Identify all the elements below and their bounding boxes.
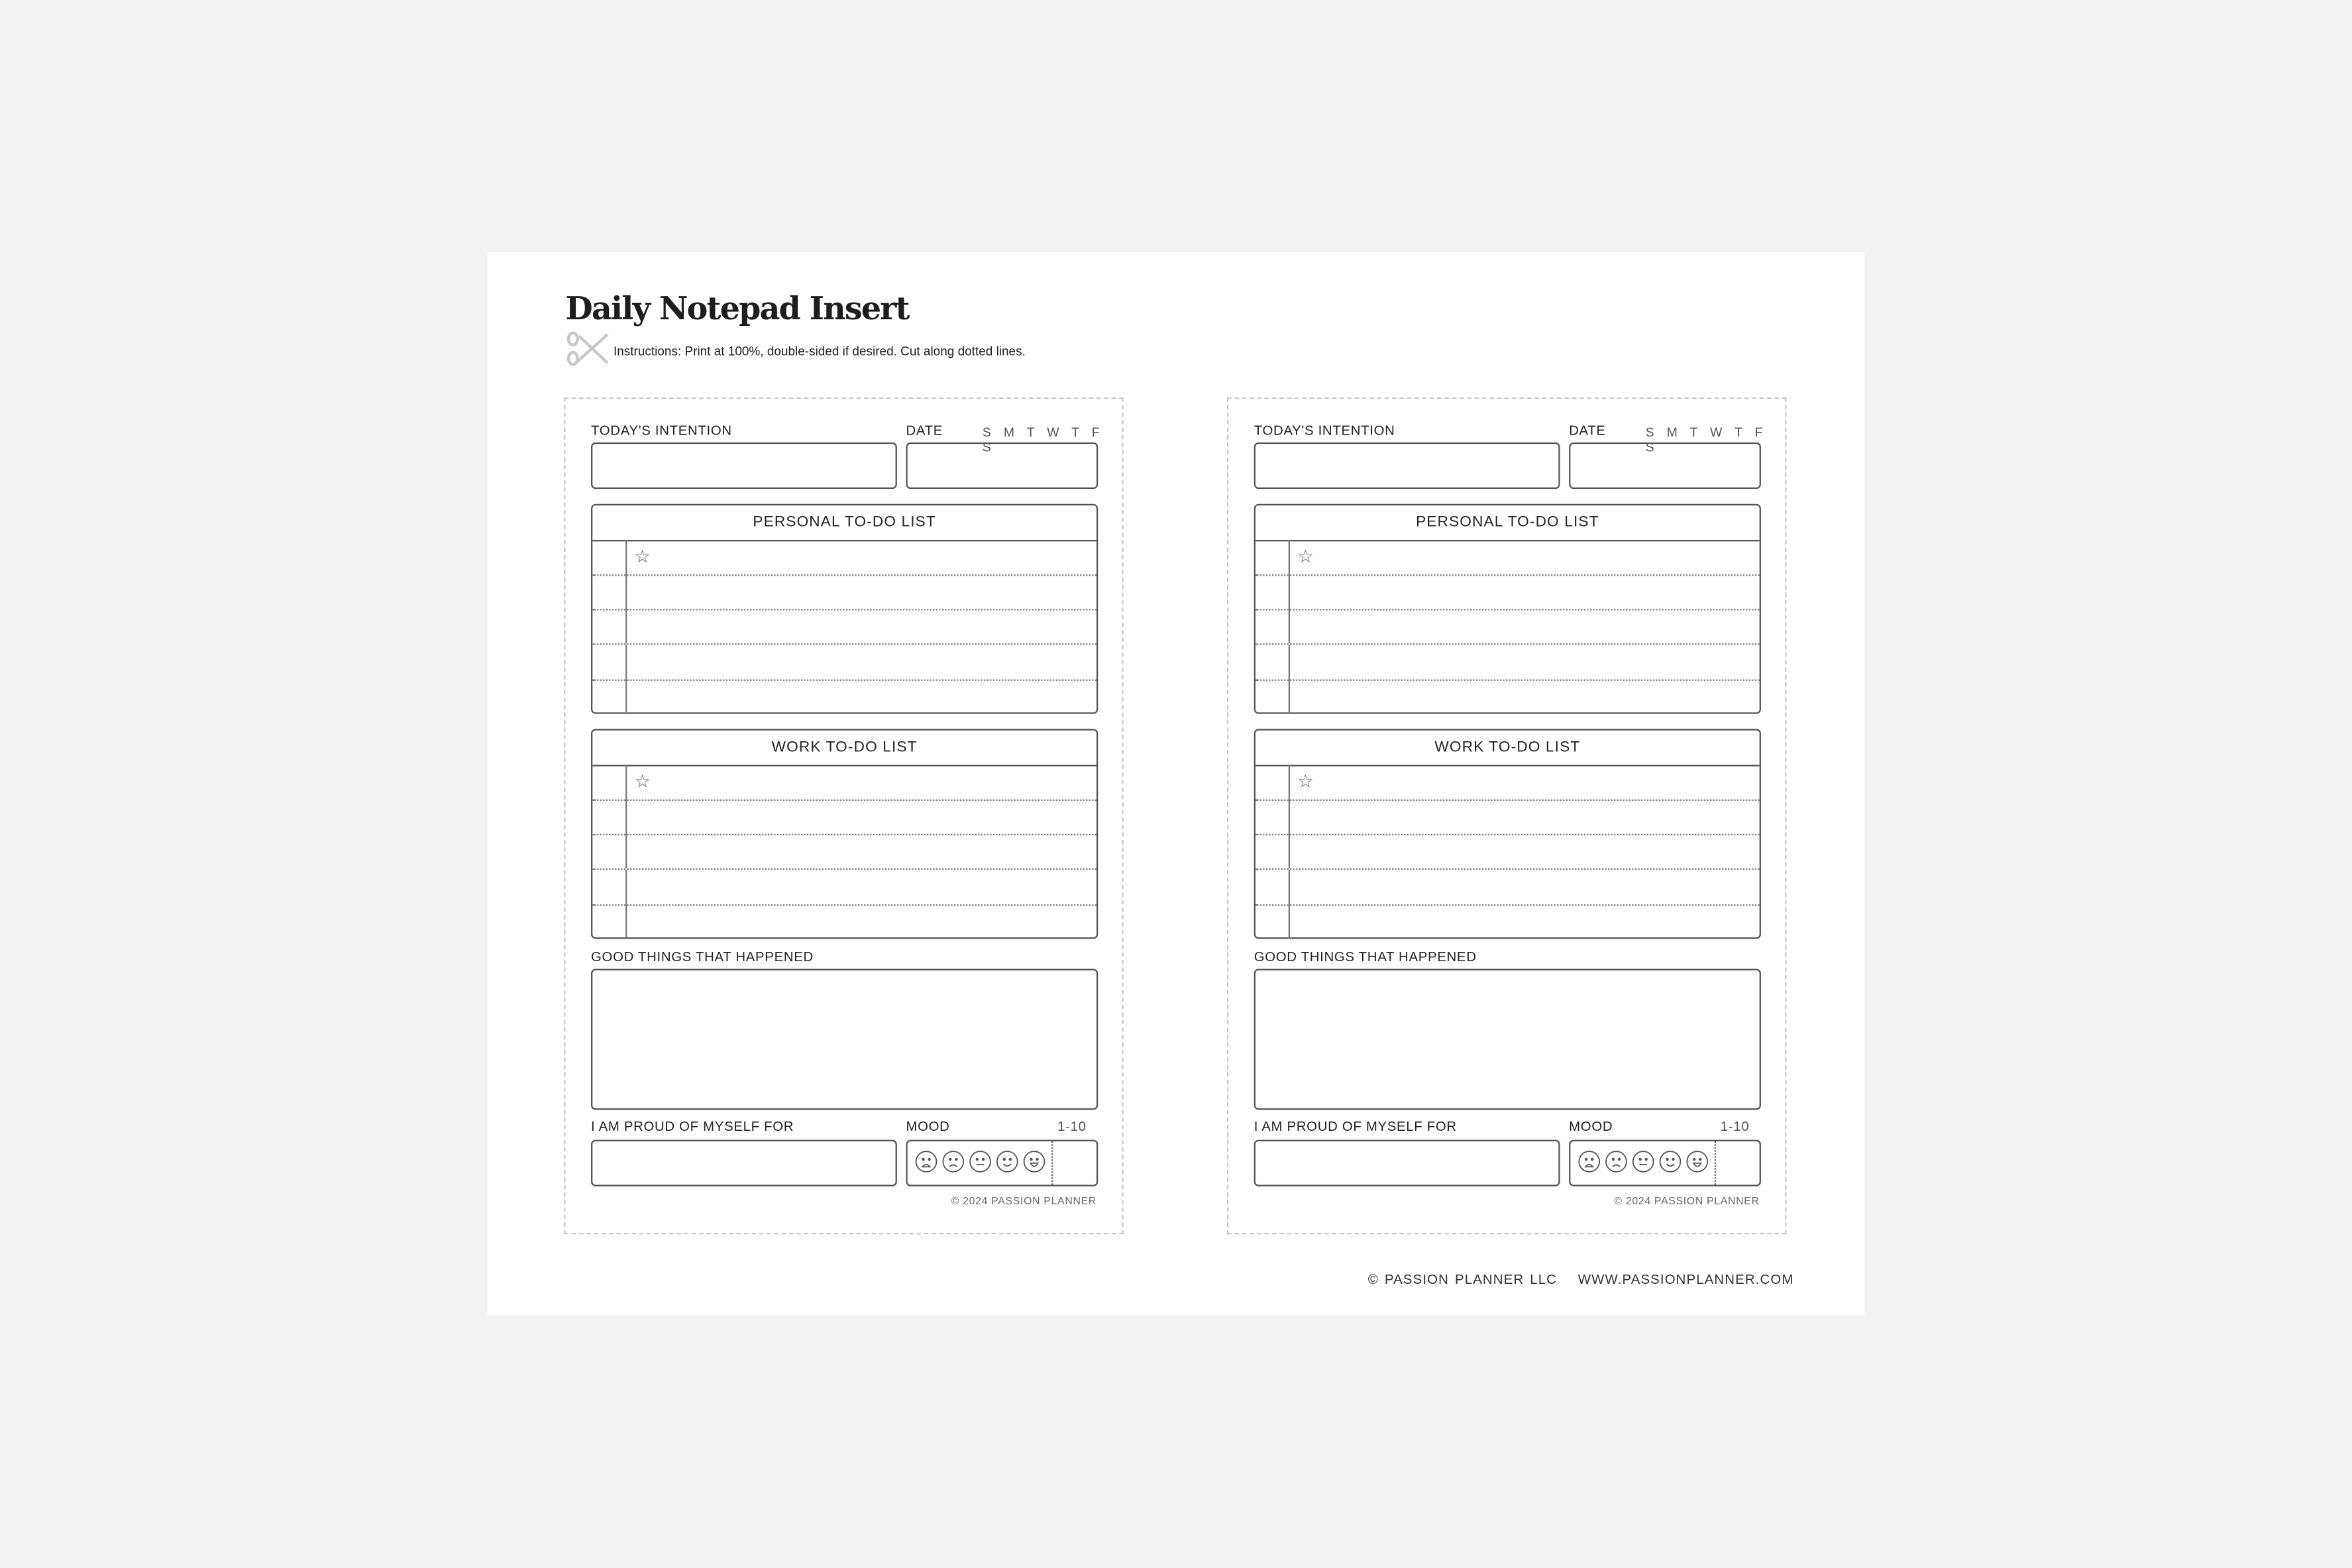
- todo-checkbox[interactable]: [592, 540, 627, 574]
- proud-label: I AM PROUD OF MYSELF FOR: [1254, 1118, 1457, 1134]
- todo-row[interactable]: [592, 904, 1096, 939]
- instructions-text: Instructions: Print at 100%, double-sided if desired. Cut along dotted lines.: [613, 343, 1026, 359]
- mood-smile-face-icon[interactable]: [1659, 1150, 1682, 1173]
- mood-grin-face-icon[interactable]: [1686, 1150, 1709, 1173]
- todo-row[interactable]: [1256, 609, 1760, 645]
- todo-row[interactable]: [1256, 540, 1760, 576]
- mood-score-field[interactable]: [1053, 1141, 1096, 1185]
- todo-row[interactable]: [592, 575, 1096, 611]
- star-icon: ☆: [1297, 770, 1314, 792]
- todo-checkbox[interactable]: [1256, 540, 1290, 574]
- todo-row[interactable]: [592, 765, 1096, 801]
- proud-label: I AM PROUD OF MYSELF FOR: [591, 1118, 794, 1134]
- good-things-field[interactable]: [1254, 969, 1761, 1110]
- good-things-label: GOOD THINGS THAT HAPPENED: [591, 949, 814, 965]
- todo-checkbox[interactable]: [592, 609, 627, 644]
- good-things-field[interactable]: [591, 969, 1098, 1110]
- todo-checkbox[interactable]: [1256, 869, 1290, 904]
- todo-row[interactable]: [1256, 765, 1760, 801]
- weekday-letters[interactable]: S M T W T F S: [982, 424, 1104, 454]
- work-todo-list: [1254, 729, 1761, 939]
- star-icon: ☆: [1297, 546, 1314, 567]
- todo-checkbox[interactable]: [592, 765, 627, 800]
- scissors-icon: [566, 331, 611, 366]
- mood-scale: 1-10: [1720, 1118, 1750, 1134]
- date-field[interactable]: [1569, 443, 1761, 489]
- todo-row[interactable]: [1256, 869, 1760, 905]
- mood-neutral-face-icon[interactable]: [969, 1150, 992, 1173]
- personal-todo-list: [591, 504, 1098, 714]
- todo-checkbox[interactable]: [1256, 835, 1290, 869]
- notepad-page: [564, 397, 1123, 1234]
- todo-row[interactable]: [592, 609, 1096, 645]
- personal-todo-list: [1254, 504, 1761, 714]
- footer: [1368, 1272, 1794, 1287]
- todo-row[interactable]: [592, 835, 1096, 870]
- date-label: DATE: [1569, 423, 1606, 439]
- todo-checkbox[interactable]: [592, 679, 627, 713]
- star-icon: ☆: [634, 546, 651, 567]
- todo-checkbox[interactable]: [592, 575, 627, 609]
- weekday-letters[interactable]: S M T W T F S: [1645, 424, 1768, 454]
- todo-checkbox[interactable]: [592, 645, 627, 679]
- intention-field[interactable]: [591, 443, 897, 489]
- todo-row[interactable]: [592, 869, 1096, 905]
- mood-sad-face-icon[interactable]: [942, 1150, 965, 1173]
- personal-todo-header: PERSONAL TO-DO LIST: [592, 505, 1096, 541]
- date-field[interactable]: [906, 443, 1098, 489]
- mood-field: [1569, 1140, 1761, 1186]
- todo-checkbox[interactable]: [592, 835, 627, 869]
- mood-label: MOOD: [1569, 1118, 1613, 1134]
- page-title: Daily Notepad Insert: [565, 289, 909, 327]
- date-label: DATE: [906, 423, 943, 439]
- intention-label: TODAY'S INTENTION: [591, 423, 732, 439]
- intention-label: TODAY'S INTENTION: [1254, 423, 1395, 439]
- todo-checkbox[interactable]: [1256, 765, 1290, 800]
- work-todo-header: WORK TO-DO LIST: [592, 731, 1096, 766]
- todo-checkbox[interactable]: [1256, 679, 1290, 713]
- todo-row[interactable]: [592, 679, 1096, 713]
- mood-field: [906, 1140, 1098, 1186]
- intention-field[interactable]: [1254, 443, 1560, 489]
- good-things-label: GOOD THINGS THAT HAPPENED: [1254, 949, 1477, 965]
- todo-checkbox[interactable]: [1256, 904, 1290, 939]
- todo-checkbox[interactable]: [1256, 575, 1290, 609]
- footer-copyright: © PASSION PLANNER LLC: [1367, 1271, 1558, 1287]
- todo-row[interactable]: [1256, 800, 1760, 835]
- todo-checkbox[interactable]: [592, 904, 627, 939]
- todo-row[interactable]: [1256, 835, 1760, 870]
- page-copyright: © 2024 PASSION PLANNER: [951, 1196, 1096, 1208]
- mood-crying-face-icon[interactable]: [915, 1150, 937, 1173]
- mood-grin-face-icon[interactable]: [1023, 1150, 1045, 1173]
- page-copyright: © 2024 PASSION PLANNER: [1614, 1196, 1760, 1208]
- personal-todo-header: PERSONAL TO-DO LIST: [1256, 505, 1760, 541]
- mood-sad-face-icon[interactable]: [1605, 1150, 1627, 1173]
- work-todo-list: [591, 729, 1098, 939]
- mood-score-field[interactable]: [1716, 1141, 1760, 1185]
- mood-smile-face-icon[interactable]: [996, 1150, 1018, 1173]
- todo-row[interactable]: [1256, 645, 1760, 680]
- todo-checkbox[interactable]: [1256, 645, 1290, 679]
- todo-row[interactable]: [1256, 679, 1760, 713]
- todo-checkbox[interactable]: [592, 869, 627, 904]
- todo-row[interactable]: [1256, 575, 1760, 611]
- star-icon: ☆: [634, 770, 651, 792]
- mood-scale: 1-10: [1057, 1118, 1087, 1134]
- notepad-page: [1227, 397, 1786, 1234]
- mood-label: MOOD: [906, 1118, 950, 1134]
- todo-checkbox[interactable]: [1256, 800, 1290, 834]
- work-todo-header: WORK TO-DO LIST: [1256, 731, 1760, 766]
- todo-checkbox[interactable]: [1256, 609, 1290, 644]
- mood-neutral-face-icon[interactable]: [1632, 1150, 1654, 1173]
- todo-row[interactable]: [1256, 904, 1760, 939]
- todo-row[interactable]: [592, 800, 1096, 835]
- todo-row[interactable]: [592, 645, 1096, 680]
- mood-crying-face-icon[interactable]: [1578, 1150, 1601, 1173]
- todo-row[interactable]: [592, 540, 1096, 576]
- proud-field[interactable]: [1254, 1140, 1560, 1186]
- todo-checkbox[interactable]: [592, 800, 627, 834]
- footer-url[interactable]: WWW.PASSIONPLANNER.COM: [1577, 1271, 1794, 1287]
- proud-field[interactable]: [591, 1140, 897, 1186]
